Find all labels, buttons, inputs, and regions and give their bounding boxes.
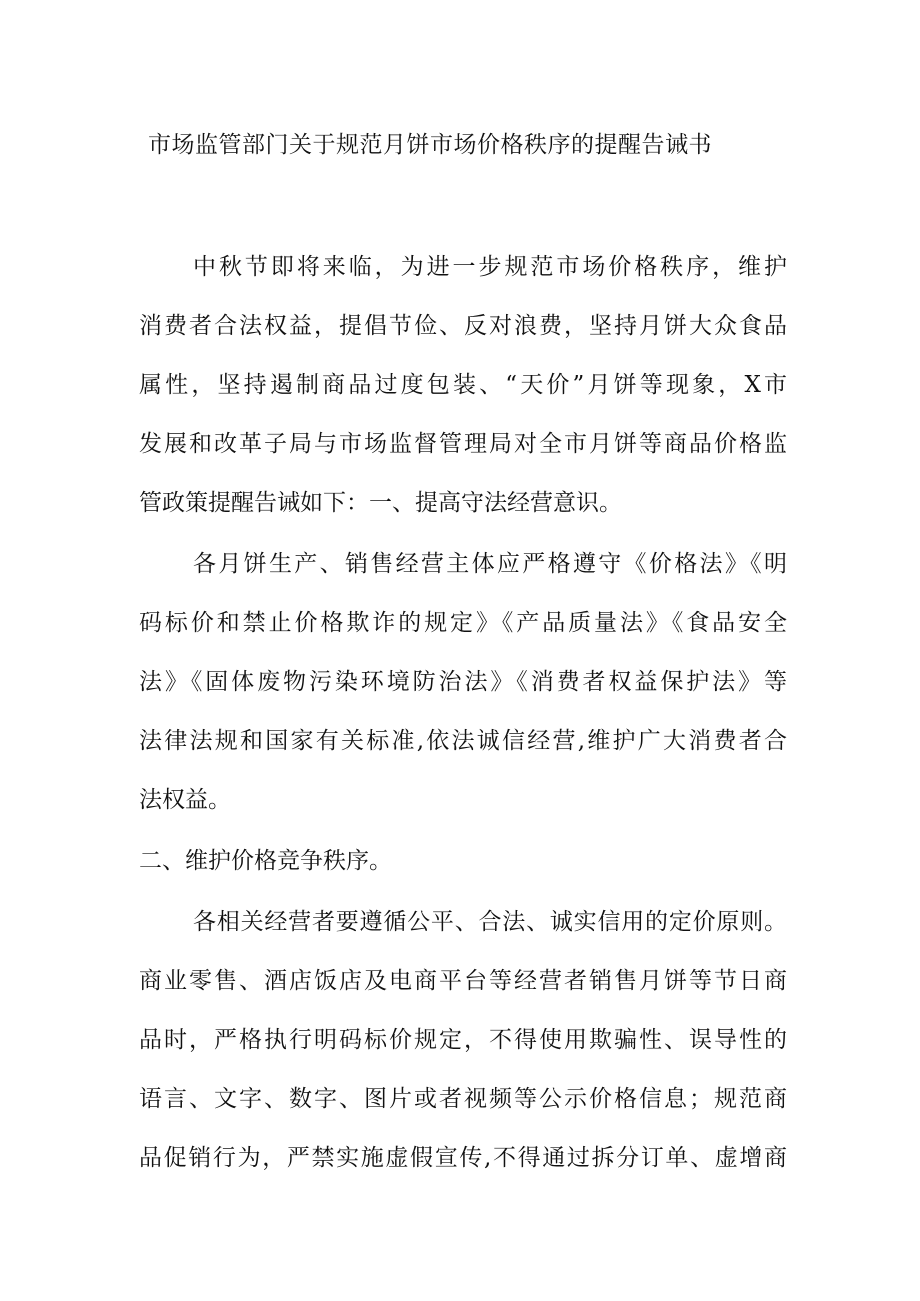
paragraph-line: 法》《固体废物污染环境防治法》《消费者权益保护法》等 xyxy=(139,669,787,695)
paragraph-line: 各月饼生产、销售经营主体应严格遵守《价格法》《明 xyxy=(193,551,787,577)
paragraph-line: 消费者合法权益，提倡节俭、反对浪费，坚持月饼大众食品 xyxy=(139,313,787,339)
paragraph-line: 法律法规和国家有关标准,依法诚信经营,维护广大消费者合 xyxy=(139,728,787,754)
document-title: 市场监管部门关于规范月饼市场价格秩序的提醒告诫书 xyxy=(148,132,712,158)
paragraph-line: 发展和改革子局与市场监督管理局对全市月饼等商品价格监 xyxy=(139,431,787,457)
paragraph-line: 商业零售、酒店饭店及电商平台等经营者销售月饼等节日商 xyxy=(139,968,787,994)
section-heading: 二、维护价格竞争秩序。 xyxy=(139,848,392,874)
paragraph-line: 品时，严格执行明码标价规定，不得使用欺骗性、误导性的 xyxy=(139,1027,787,1053)
paragraph-line: 各相关经营者要遵循公平、合法、诚实信用的定价原则。 xyxy=(193,909,787,935)
paragraph-line: 品促销行为，严禁实施虚假宣传,不得通过拆分订单、虚增商 xyxy=(139,1145,787,1171)
paragraph-line: 语言、文字、数字、图片或者视频等公示价格信息；规范商 xyxy=(139,1086,787,1112)
paragraph-line: 属性，坚持遏制商品过度包装、“天价”月饼等现象，X市 xyxy=(139,372,787,398)
paragraph-line: 法权益。 xyxy=(139,787,231,813)
paragraph-line: 码标价和禁止价格欺诈的规定》《产品质量法》《食品安全 xyxy=(139,610,787,636)
paragraph-line: 管政策提醒告诫如下：一、提高守法经营意识。 xyxy=(139,490,622,516)
paragraph-line: 中秋节即将来临，为进一步规范市场价格秩序，维护 xyxy=(193,254,787,280)
